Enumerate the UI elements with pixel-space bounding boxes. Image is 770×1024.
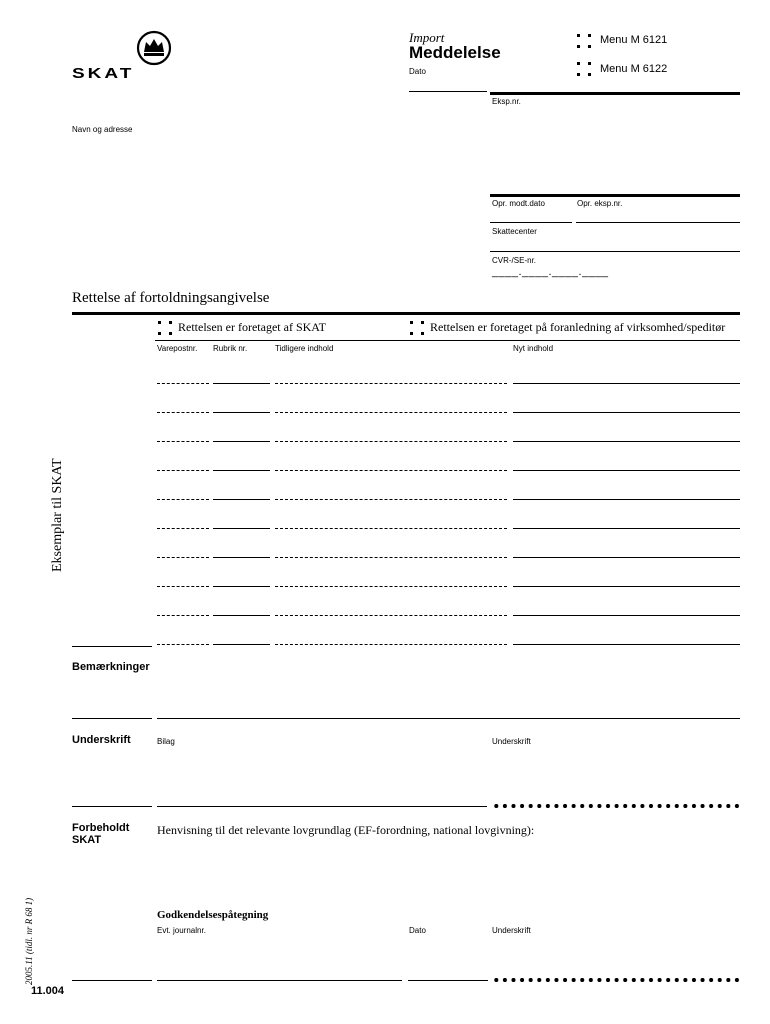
signature-label: Underskrift [72,734,131,746]
dato-line [409,91,487,92]
reserved-bottom-dato [408,980,488,981]
remarks-bottom-right [157,718,740,719]
option-skat-checkbox[interactable] [158,321,172,335]
nyt-field[interactable] [513,600,744,616]
reserved-dato-field[interactable] [409,950,489,966]
signature-dotted-line [492,803,742,809]
varepostnr-field[interactable] [157,600,213,616]
dato-label: Dato [409,67,426,76]
reference-text: Henvisning til det relevante lovgrundlag (EF-forordning, national lovgivning): [157,823,535,837]
tidligere-field[interactable] [275,455,511,471]
rubrik-field[interactable] [213,571,274,587]
reserved-bottom-mid [157,980,402,981]
endorsement-title: Godkendelsespåtegning [157,909,269,921]
menu-6122-checkbox[interactable] [577,62,591,76]
reserved-underskrift-field[interactable] [492,950,736,966]
rubrik-field[interactable] [213,397,274,413]
tidligere-field[interactable] [275,513,511,529]
menu-6122-label: Menu M 6122 [600,63,668,75]
option-skat-label: Rettelsen er foretaget af SKAT [178,320,326,334]
varepostnr-field[interactable] [157,542,213,558]
remarks-bottom-left [72,718,152,719]
nyt-field[interactable] [513,484,744,500]
rubrik-field[interactable] [213,542,274,558]
nyt-field[interactable] [513,397,744,413]
eksp-field[interactable] [492,108,736,124]
import-label: Import [409,30,445,45]
nyt-field[interactable] [513,368,744,384]
section-rule [72,312,740,315]
tidligere-field[interactable] [275,600,511,616]
skat-logo [72,32,162,84]
form-number: 11.004 [31,985,65,997]
nyt-field[interactable] [513,542,744,558]
underskrift-field[interactable] [492,760,736,776]
tidligere-field[interactable] [275,397,511,413]
cvr-pattern[interactable]: ____.____.____.____ [492,266,609,278]
tidligere-field[interactable] [275,629,511,645]
remarks-left-rule [72,646,152,647]
address-label: Navn og adresse [72,125,133,134]
crown-emblem [134,30,174,66]
nyt-field[interactable] [513,571,744,587]
rubrik-field[interactable] [213,513,274,529]
side-label: Eksemplar til SKAT [50,458,65,572]
rubrik-field[interactable] [213,629,274,645]
opr-eksp-line [576,222,740,223]
opr-rule [490,194,740,197]
varepostnr-field[interactable] [157,368,213,384]
reserved-bottom-left [72,980,152,981]
bilag-field[interactable] [157,760,461,776]
menu-6121-label: Menu M 6121 [600,34,668,46]
remarks-field[interactable] [158,655,742,717]
rubrik-field[interactable] [213,455,274,471]
tidligere-field[interactable] [275,368,511,384]
skat-wordmark: SKAT [72,65,135,82]
tidligere-field[interactable] [275,484,511,500]
reserved-underskrift-label: Underskrift [492,926,531,935]
rubrik-field[interactable] [213,484,274,500]
col-nyt: Nyt indhold [513,344,554,353]
bilag-label: Bilag [157,737,175,746]
varepostnr-field[interactable] [157,455,213,471]
signature-bottom-mid [157,806,487,807]
nyt-field[interactable] [513,455,744,471]
nyt-field[interactable] [513,629,744,645]
form-title: Meddelelse [409,43,501,62]
journal-label: Evt. journalnr. [157,926,206,935]
tidligere-field[interactable] [275,542,511,558]
varepostnr-field[interactable] [157,629,213,645]
skattecenter-label: Skattecenter [492,227,537,236]
menu-6121-checkbox[interactable] [577,34,591,48]
opr-eksp-label: Opr. eksp.nr. [577,199,623,208]
signature-bottom-left [72,806,152,807]
reserved-label-1: Forbeholdt [72,822,130,834]
col-varepostnr: Varepostnr. [157,344,198,353]
opr-modt-label: Opr. modt.dato [492,199,545,208]
reserved-dotted-line [492,977,742,983]
varepostnr-field[interactable] [157,426,213,442]
nyt-field[interactable] [513,426,744,442]
varepostnr-field[interactable] [157,484,213,500]
nyt-field[interactable] [513,513,744,529]
reserved-dato-label: Dato [409,926,426,935]
varepostnr-field[interactable] [157,513,213,529]
remarks-label: Bemærkninger [72,661,150,673]
rubrik-field[interactable] [213,368,274,384]
skattecenter-line [490,251,740,252]
address-field[interactable] [72,138,456,282]
tidligere-field[interactable] [275,426,511,442]
varepostnr-field[interactable] [157,571,213,587]
column-header-rule [155,340,740,341]
option-company-label: Rettelsen er foretaget på foranledning af virksomhed/speditør [430,320,726,334]
col-tidligere: Tidligere indhold [275,344,334,353]
rubrik-field[interactable] [213,600,274,616]
section-title: Rettelse af fortoldningsangivelse [72,290,270,306]
signature-underskrift-label: Underskrift [492,737,531,746]
journal-field[interactable] [157,950,401,966]
rubrik-field[interactable] [213,426,274,442]
version-text: 2005.11 (tidl. nr R 68 1) [24,897,34,985]
cvr-label: CVR-/SE-nr. [492,256,537,265]
opr-modt-line [490,222,572,223]
tidligere-field[interactable] [275,571,511,587]
eksp-label: Eksp.nr. [492,97,521,106]
col-rubrik: Rubrik nr. [213,344,248,353]
option-company-checkbox[interactable] [410,321,424,335]
varepostnr-field[interactable] [157,397,213,413]
reserved-label-2: SKAT [72,834,102,846]
eksp-rule [490,92,740,95]
